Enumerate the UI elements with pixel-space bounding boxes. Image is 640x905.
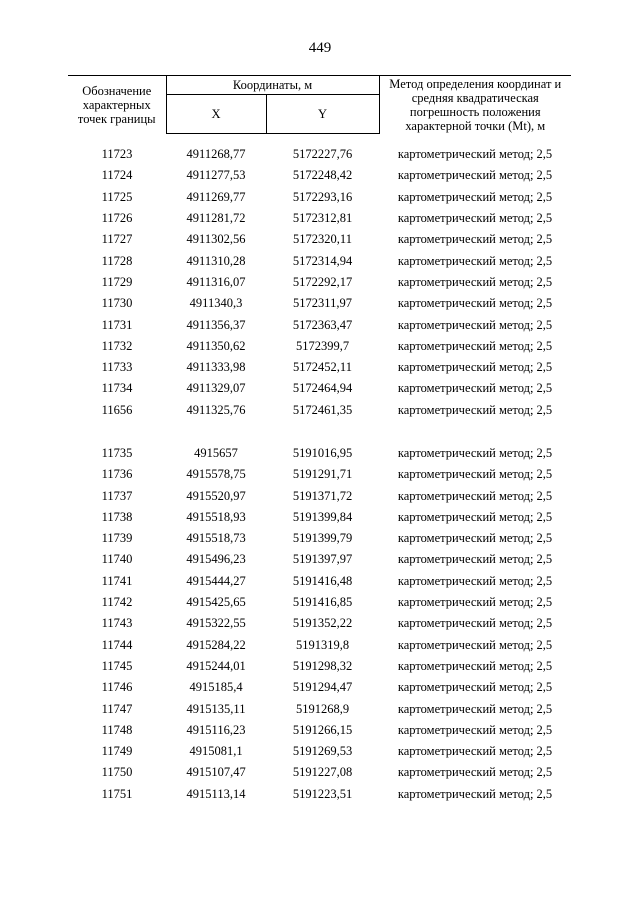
method-cell: картометрический метод; 2,5 (397, 402, 553, 417)
table-row (68, 336, 571, 357)
table-row (68, 784, 571, 805)
method-cell: картометрический метод; 2,5 (397, 360, 553, 375)
method-cell: картометрический метод; 2,5 (397, 552, 553, 567)
y-cell: 5191016,95 (292, 446, 353, 460)
point-cell: 11728 (101, 253, 133, 268)
x-cell: 4915185,4 (189, 680, 243, 695)
x-cell: 4915496,23 (186, 552, 246, 567)
y-cell: 5191269,53 (292, 744, 353, 759)
y-cell: 5191268,9 (295, 701, 350, 716)
x-cell: 4911268,77 (186, 147, 246, 162)
point-cell: 11737 (101, 488, 133, 503)
y-cell: 5191266,15 (292, 722, 353, 737)
table-row (68, 528, 571, 549)
point-cell: 11745 (101, 658, 133, 673)
x-cell: 4911316,07 (186, 274, 246, 289)
method-cell: картометрический метод; 2,5 (397, 531, 553, 546)
x-cell: 4911333,98 (186, 360, 246, 375)
table-row (68, 314, 571, 335)
table-row (68, 144, 571, 165)
y-cell: 5172312,81 (292, 211, 353, 226)
point-cell: 11746 (101, 680, 133, 695)
point-cell: 11733 (101, 360, 133, 375)
point-cell: 11742 (101, 595, 133, 610)
method-cell: картометрический метод; 2,5 (397, 232, 553, 247)
method-cell: картометрический метод; 2,5 (397, 274, 553, 289)
table-row (68, 656, 571, 677)
y-cell: 5172399,7 (295, 338, 350, 353)
table-row (68, 272, 571, 293)
method-cell: картометрический метод; 2,5 (397, 189, 553, 204)
point-cell: 11747 (101, 701, 133, 716)
x-cell: 4915116,23 (186, 722, 246, 737)
y-cell: 5191319,8 (295, 637, 350, 652)
point-cell: 11724 (101, 168, 133, 183)
y-cell: 5191291,71 (292, 467, 353, 482)
x-cell: 4911356,37 (186, 317, 246, 332)
method-cell: картометрический метод; 2,5 (397, 573, 553, 588)
table-row (68, 229, 571, 250)
point-cell: 11656 (101, 402, 133, 417)
method-cell: картометрический метод; 2,5 (397, 786, 553, 801)
table-row (68, 464, 571, 485)
method-cell: картометрический метод; 2,5 (397, 680, 553, 695)
y-cell: 5191399,79 (292, 531, 353, 546)
y-cell: 5191397,97 (292, 552, 353, 567)
point-cell: 11751 (101, 786, 133, 801)
point-cell: 11726 (101, 211, 133, 226)
y-header: Y (266, 95, 379, 134)
point-cell: 11744 (101, 637, 133, 652)
x-cell: 4915518,73 (186, 531, 246, 546)
x-cell: 4915107,47 (186, 765, 246, 780)
x-cell: 4915578,75 (186, 467, 246, 482)
table-row (68, 165, 571, 186)
point-cell: 11736 (101, 467, 133, 482)
x-cell: 4911325,76 (186, 402, 246, 417)
method-cell: картометрический метод; 2,5 (397, 168, 553, 183)
y-cell: 5191371,72 (292, 488, 353, 503)
method-cell: картометрический метод; 2,5 (397, 253, 553, 268)
point-cell: 11738 (101, 509, 133, 524)
y-cell: 5191298,32 (292, 658, 353, 673)
point-cell: 11731 (101, 317, 133, 332)
method-cell: картометрический метод; 2,5 (397, 616, 553, 631)
x-cell: 4911269,77 (186, 189, 246, 204)
method-cell: картометрический метод; 2,5 (397, 509, 553, 524)
point-cell: 11729 (101, 274, 133, 289)
method-cell: картометрический метод; 2,5 (397, 381, 553, 396)
table-row (68, 400, 571, 421)
y-cell: 5191223,51 (292, 786, 353, 801)
table-row (68, 613, 571, 634)
y-cell: 5191352,22 (292, 616, 353, 631)
point-cell: 11750 (101, 765, 133, 780)
x-cell: 4915284,22 (186, 637, 246, 652)
point-cell: 11725 (101, 189, 133, 204)
x-cell: 4915244,01 (186, 658, 246, 673)
table-row (68, 250, 571, 271)
coordinates-table (68, 75, 571, 805)
y-cell: 5172311,97 (293, 296, 352, 311)
method-cell: картометрический метод; 2,5 (397, 338, 553, 353)
x-header: X (166, 95, 266, 134)
point-cell: 11749 (101, 744, 133, 759)
method-cell: картометрический метод; 2,5 (397, 467, 553, 482)
x-cell: 4915518,93 (186, 509, 246, 524)
table-row (68, 443, 571, 464)
method-cell: картометрический метод; 2,5 (397, 446, 553, 460)
page-number: 449 (308, 40, 332, 56)
point-cell: 11748 (101, 722, 133, 737)
y-cell: 5172461,35 (292, 402, 353, 417)
method-cell: картометрический метод; 2,5 (397, 722, 553, 737)
y-cell: 5172293,16 (292, 189, 353, 204)
y-cell: 5172314,94 (292, 253, 353, 268)
point-cell: 11743 (101, 616, 133, 631)
table-row (68, 378, 571, 399)
section-gap (68, 421, 571, 443)
y-cell: 5191399,84 (292, 509, 353, 524)
y-cell: 5191227,08 (292, 765, 353, 780)
method-cell: картометрический метод; 2,5 (397, 744, 553, 759)
point-cell: 11734 (101, 381, 133, 396)
table-row (68, 485, 571, 506)
method-cell: картометрический метод; 2,5 (397, 147, 553, 162)
table-row (68, 357, 571, 378)
coordinates-group-header: Координаты, м (166, 76, 379, 95)
x-cell: 4915081,1 (189, 744, 243, 759)
table-row (68, 208, 571, 229)
x-cell: 4911350,62 (186, 338, 246, 353)
y-cell: 5172320,11 (293, 232, 352, 247)
table-body (68, 134, 571, 805)
x-cell: 4915322,55 (186, 616, 246, 631)
method-cell: картометрический метод; 2,5 (397, 637, 553, 652)
x-cell: 4911340,3 (189, 296, 243, 311)
y-cell: 5172292,17 (292, 274, 353, 289)
table-row (68, 741, 571, 762)
method-cell: картометрический метод; 2,5 (397, 701, 553, 716)
x-cell: 4915425,65 (186, 595, 246, 610)
table-row (68, 293, 571, 314)
point-cell: 11730 (101, 296, 133, 311)
method-cell: картометрический метод; 2,5 (397, 765, 553, 780)
table-row (68, 698, 571, 719)
y-cell: 5172248,42 (292, 168, 353, 183)
x-cell: 4915444,27 (186, 573, 246, 588)
point-cell: 11723 (101, 147, 133, 162)
y-cell: 5191416,85 (292, 595, 353, 610)
y-cell: 5172464,94 (292, 381, 353, 396)
point-cell: 11727 (101, 232, 133, 247)
method-cell: картометрический метод; 2,5 (397, 317, 553, 332)
x-cell: 4911277,53 (186, 168, 246, 183)
x-cell: 4911329,07 (186, 381, 246, 396)
y-cell: 5172363,47 (292, 317, 353, 332)
table-row (68, 592, 571, 613)
point-label-header: Обозначение характерных точек границы (68, 76, 166, 134)
x-cell: 4915657 (194, 446, 238, 460)
y-cell: 5172227,76 (292, 147, 353, 162)
method-header: Метод определения координат и средняя квадратическая погрешность положения характерной точки (Mt), м (379, 76, 571, 134)
point-cell: 11741 (101, 573, 133, 588)
x-cell: 4915520,97 (186, 488, 246, 503)
y-cell: 5172452,11 (293, 360, 352, 375)
method-cell: картометрический метод; 2,5 (397, 296, 553, 311)
method-cell: картометрический метод; 2,5 (397, 658, 553, 673)
table-row (68, 187, 571, 208)
table-row (68, 720, 571, 741)
method-cell: картометрический метод; 2,5 (397, 488, 553, 503)
point-cell: 11740 (101, 552, 133, 567)
x-cell: 4915135,11 (186, 701, 246, 716)
x-cell: 4915113,14 (186, 786, 246, 801)
point-cell: 11735 (101, 446, 133, 460)
point-cell: 11732 (101, 338, 133, 353)
y-cell: 5191416,48 (292, 573, 353, 588)
header-spacer (68, 134, 571, 145)
table-row (68, 571, 571, 592)
method-cell: картометрический метод; 2,5 (397, 595, 553, 610)
y-cell: 5191294,47 (292, 680, 353, 695)
table-row (68, 762, 571, 783)
x-cell: 4911281,72 (186, 211, 246, 226)
table-row (68, 677, 571, 698)
table-header (68, 76, 571, 134)
table-row (68, 549, 571, 570)
method-cell: картометрический метод; 2,5 (397, 211, 553, 226)
x-cell: 4911302,56 (186, 232, 246, 247)
table-row (68, 635, 571, 656)
table-row (68, 507, 571, 528)
x-cell: 4911310,28 (186, 253, 246, 268)
point-cell: 11739 (101, 531, 133, 546)
